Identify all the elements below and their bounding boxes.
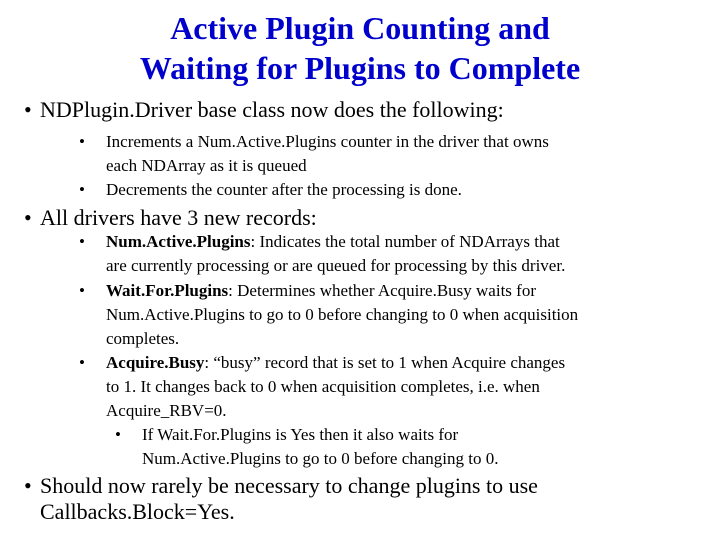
record-name: Num.Active.Plugins [106, 232, 251, 251]
sub-bullet-num-active-plugins [79, 230, 709, 278]
record-description: : Determines whether Acquire.Busy waits for [228, 281, 536, 300]
bullet-icon [79, 351, 106, 375]
sub-bullet-increments [79, 130, 709, 178]
sub-bullet-text-line-2: Num.Active.Plugins to go to 0 before changing to 0 when acquisition [106, 305, 579, 324]
sub-bullet-text-line-1 [106, 230, 709, 254]
sub-bullet-text-line-1: Increments a Num.Active.Plugins counter in the driver that owns [106, 132, 549, 151]
record-name: Acquire.Busy [106, 353, 205, 372]
sub-bullet-text-line-2: each NDArray as it is queued [106, 156, 307, 175]
sub-sub-bullet-wait-for-plugins-yes [115, 423, 705, 471]
sub-bullet-wait-for-plugins [79, 279, 709, 351]
record-name: Wait.For.Plugins [106, 281, 229, 300]
bullet-all-drivers [0, 205, 700, 231]
sub-sub-bullet-text-line-2: Num.Active.Plugins to go to 0 before changing to 0. [142, 449, 499, 468]
sub-bullet-text-line-2: to 1. It changes back to 0 when acquisition completes, i.e. when [106, 377, 540, 396]
bullet-icon [79, 279, 106, 303]
bullet-text: All drivers have 3 new records: [40, 205, 317, 230]
bullet-icon [0, 205, 40, 231]
sub-bullet-text-line-3: completes. [106, 329, 180, 348]
sub-sub-bullet-text-line-1: If Wait.For.Plugins is Yes then it also waits for [142, 425, 459, 444]
bullet-icon [79, 178, 106, 202]
bullet-icon [79, 230, 106, 254]
sub-bullet-text: Decrements the counter after the processing is done. [106, 180, 462, 199]
bullet-text-line-1: Should now rarely be necessary to change plugins to use [40, 473, 538, 498]
sub-bullet-text-line-1 [106, 351, 709, 375]
slide-title [0, 8, 720, 88]
slide-title-line-1: Active Plugin Counting and [170, 10, 550, 46]
sub-bullet-text-line-3: Acquire_RBV=0. [106, 401, 227, 420]
bullet-text: NDPlugin.Driver base class now does the following: [40, 97, 504, 122]
bullet-icon [0, 473, 40, 499]
bullet-text-line-2: Callbacks.Block=Yes. [40, 499, 235, 524]
bullet-callbacks-block [0, 473, 700, 525]
sub-bullet-acquire-busy [79, 351, 709, 423]
slide-title-line-2: Waiting for Plugins to Complete [139, 50, 581, 86]
sub-bullet-decrements [79, 178, 709, 202]
bullet-ndplugin-driver [0, 97, 700, 123]
bullet-icon [79, 130, 106, 154]
bullet-icon [115, 423, 142, 447]
sub-bullet-text-line-2: are currently processing or are queued for processing by this driver. [106, 256, 566, 275]
sub-bullet-text-line-1 [106, 279, 709, 303]
record-description: : Indicates the total number of NDArrays that [250, 232, 560, 251]
bullet-icon [0, 97, 40, 123]
record-description: : “busy” record that is set to 1 when Acquire changes [204, 353, 566, 372]
